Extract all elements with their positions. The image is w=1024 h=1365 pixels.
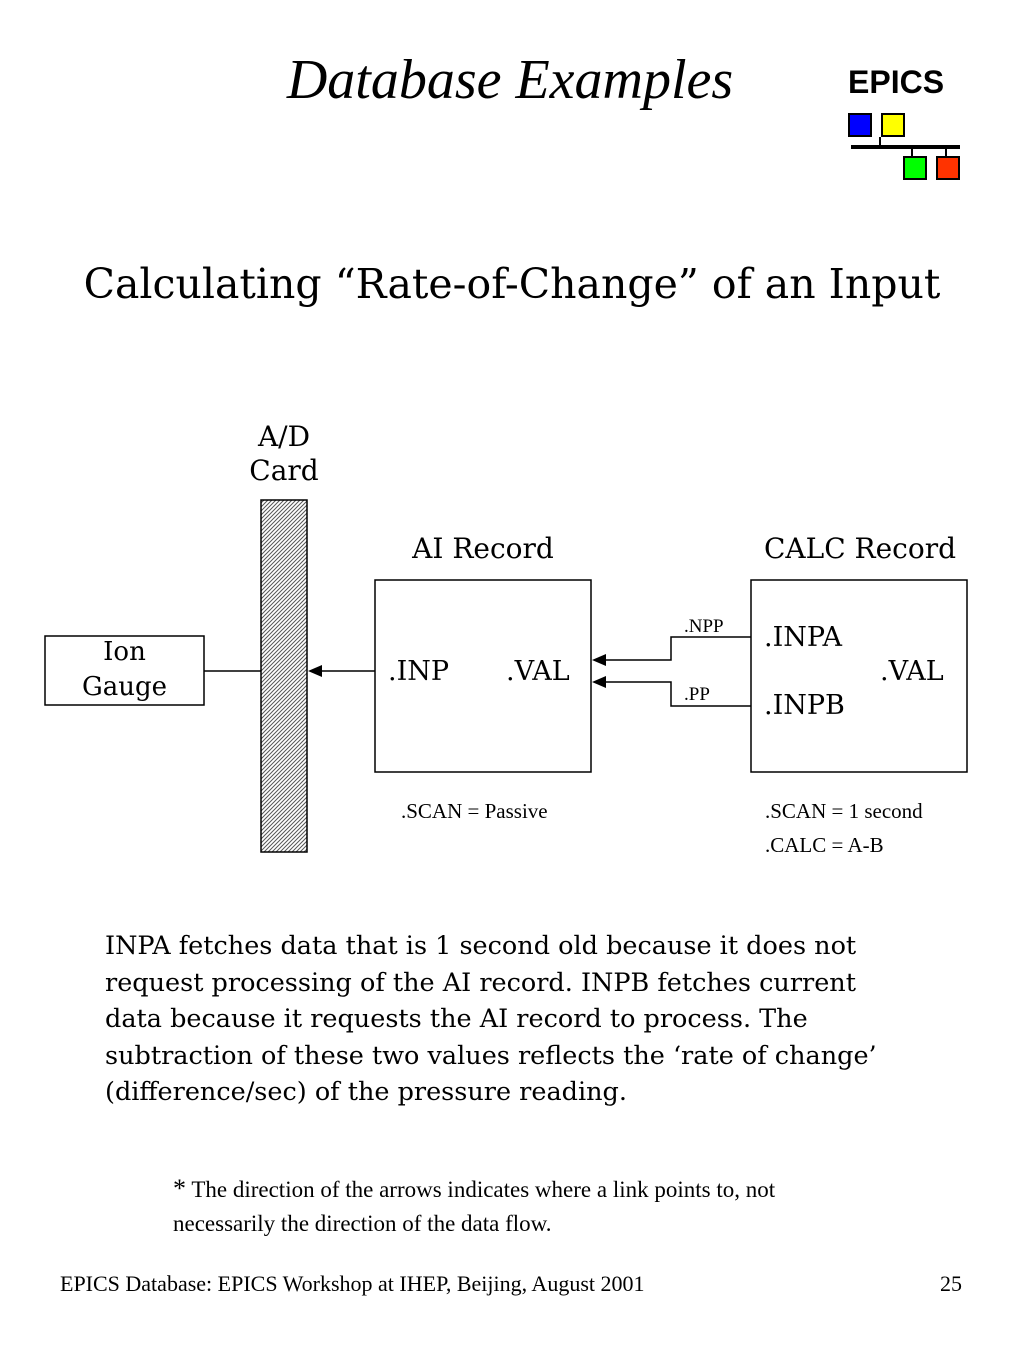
paragraph-line: data because it requests the AI record to process. The: [105, 1004, 808, 1034]
note-line-1: [173, 1172, 893, 1207]
pp-arrowhead: [592, 676, 606, 688]
logo-square-yellow: [882, 114, 904, 136]
note-star: *: [173, 1174, 186, 1203]
arrow-direction-note: [173, 1172, 893, 1241]
calc-record-title: CALC Record: [763, 532, 957, 565]
footer-text: EPICS Database: EPICS Workshop at IHEP, Beijing, August 2001: [60, 1271, 645, 1296]
ad-card-label-line1: A/D: [257, 420, 311, 453]
note-line-1-text: The direction of the arrows indicates where a link points to, not: [186, 1177, 776, 1202]
calc-record-inpa: .INPA: [764, 622, 843, 653]
logo-square-red: [937, 157, 959, 179]
ion-gauge-label-line2: Gauge: [81, 672, 168, 702]
note-line-2: necessarily the direction of the data flow.: [173, 1211, 552, 1236]
slide-subtitle: Calculating “Rate-of-Change” of an Input: [83, 260, 941, 308]
ad-card-bar: [261, 500, 307, 852]
ion-gauge-label-line1: Ion: [103, 637, 146, 667]
npp-link-label: .NPP: [684, 616, 724, 637]
calc-record-val: .VAL: [880, 656, 944, 687]
pp-link-label: .PP: [684, 684, 710, 705]
npp-arrowhead: [592, 654, 606, 666]
logo-square-blue: [849, 114, 871, 136]
ion-gauge-label: [45, 635, 204, 705]
calc-record-scan: .SCAN = 1 second: [765, 799, 923, 823]
npp-link-line: [606, 637, 751, 660]
slide-title: Database Examples: [286, 49, 734, 111]
paragraph-line: request processing of the AI record. INPB fetches current: [105, 967, 856, 998]
explanation-paragraph: [105, 928, 915, 1111]
logo-square-green: [904, 157, 926, 179]
ai-record-scan: .SCAN = Passive: [401, 799, 548, 823]
paragraph-line: INPA fetches data that is 1 second old because it does not: [105, 931, 857, 961]
logo-text: EPICS: [848, 64, 945, 100]
calc-record-inpb: .INPB: [764, 690, 845, 721]
paragraph-line: (difference/sec) of the pressure reading.: [105, 1077, 627, 1107]
inp-arrowhead: [308, 665, 322, 677]
ai-record-val: .VAL: [506, 656, 570, 687]
ai-record-title: AI Record: [412, 532, 554, 565]
calc-record-calc: .CALC = A-B: [765, 833, 884, 857]
ad-card-label-line2: Card: [249, 453, 319, 487]
page-number: 25: [940, 1271, 962, 1296]
pp-link-line: [606, 682, 751, 706]
logo-graphic: [849, 114, 960, 179]
paragraph-line: subtraction of these two values reflects the ‘rate of change’: [105, 1040, 877, 1071]
ad-card-label: [234, 420, 334, 487]
ai-record-inp: .INP: [388, 656, 450, 687]
